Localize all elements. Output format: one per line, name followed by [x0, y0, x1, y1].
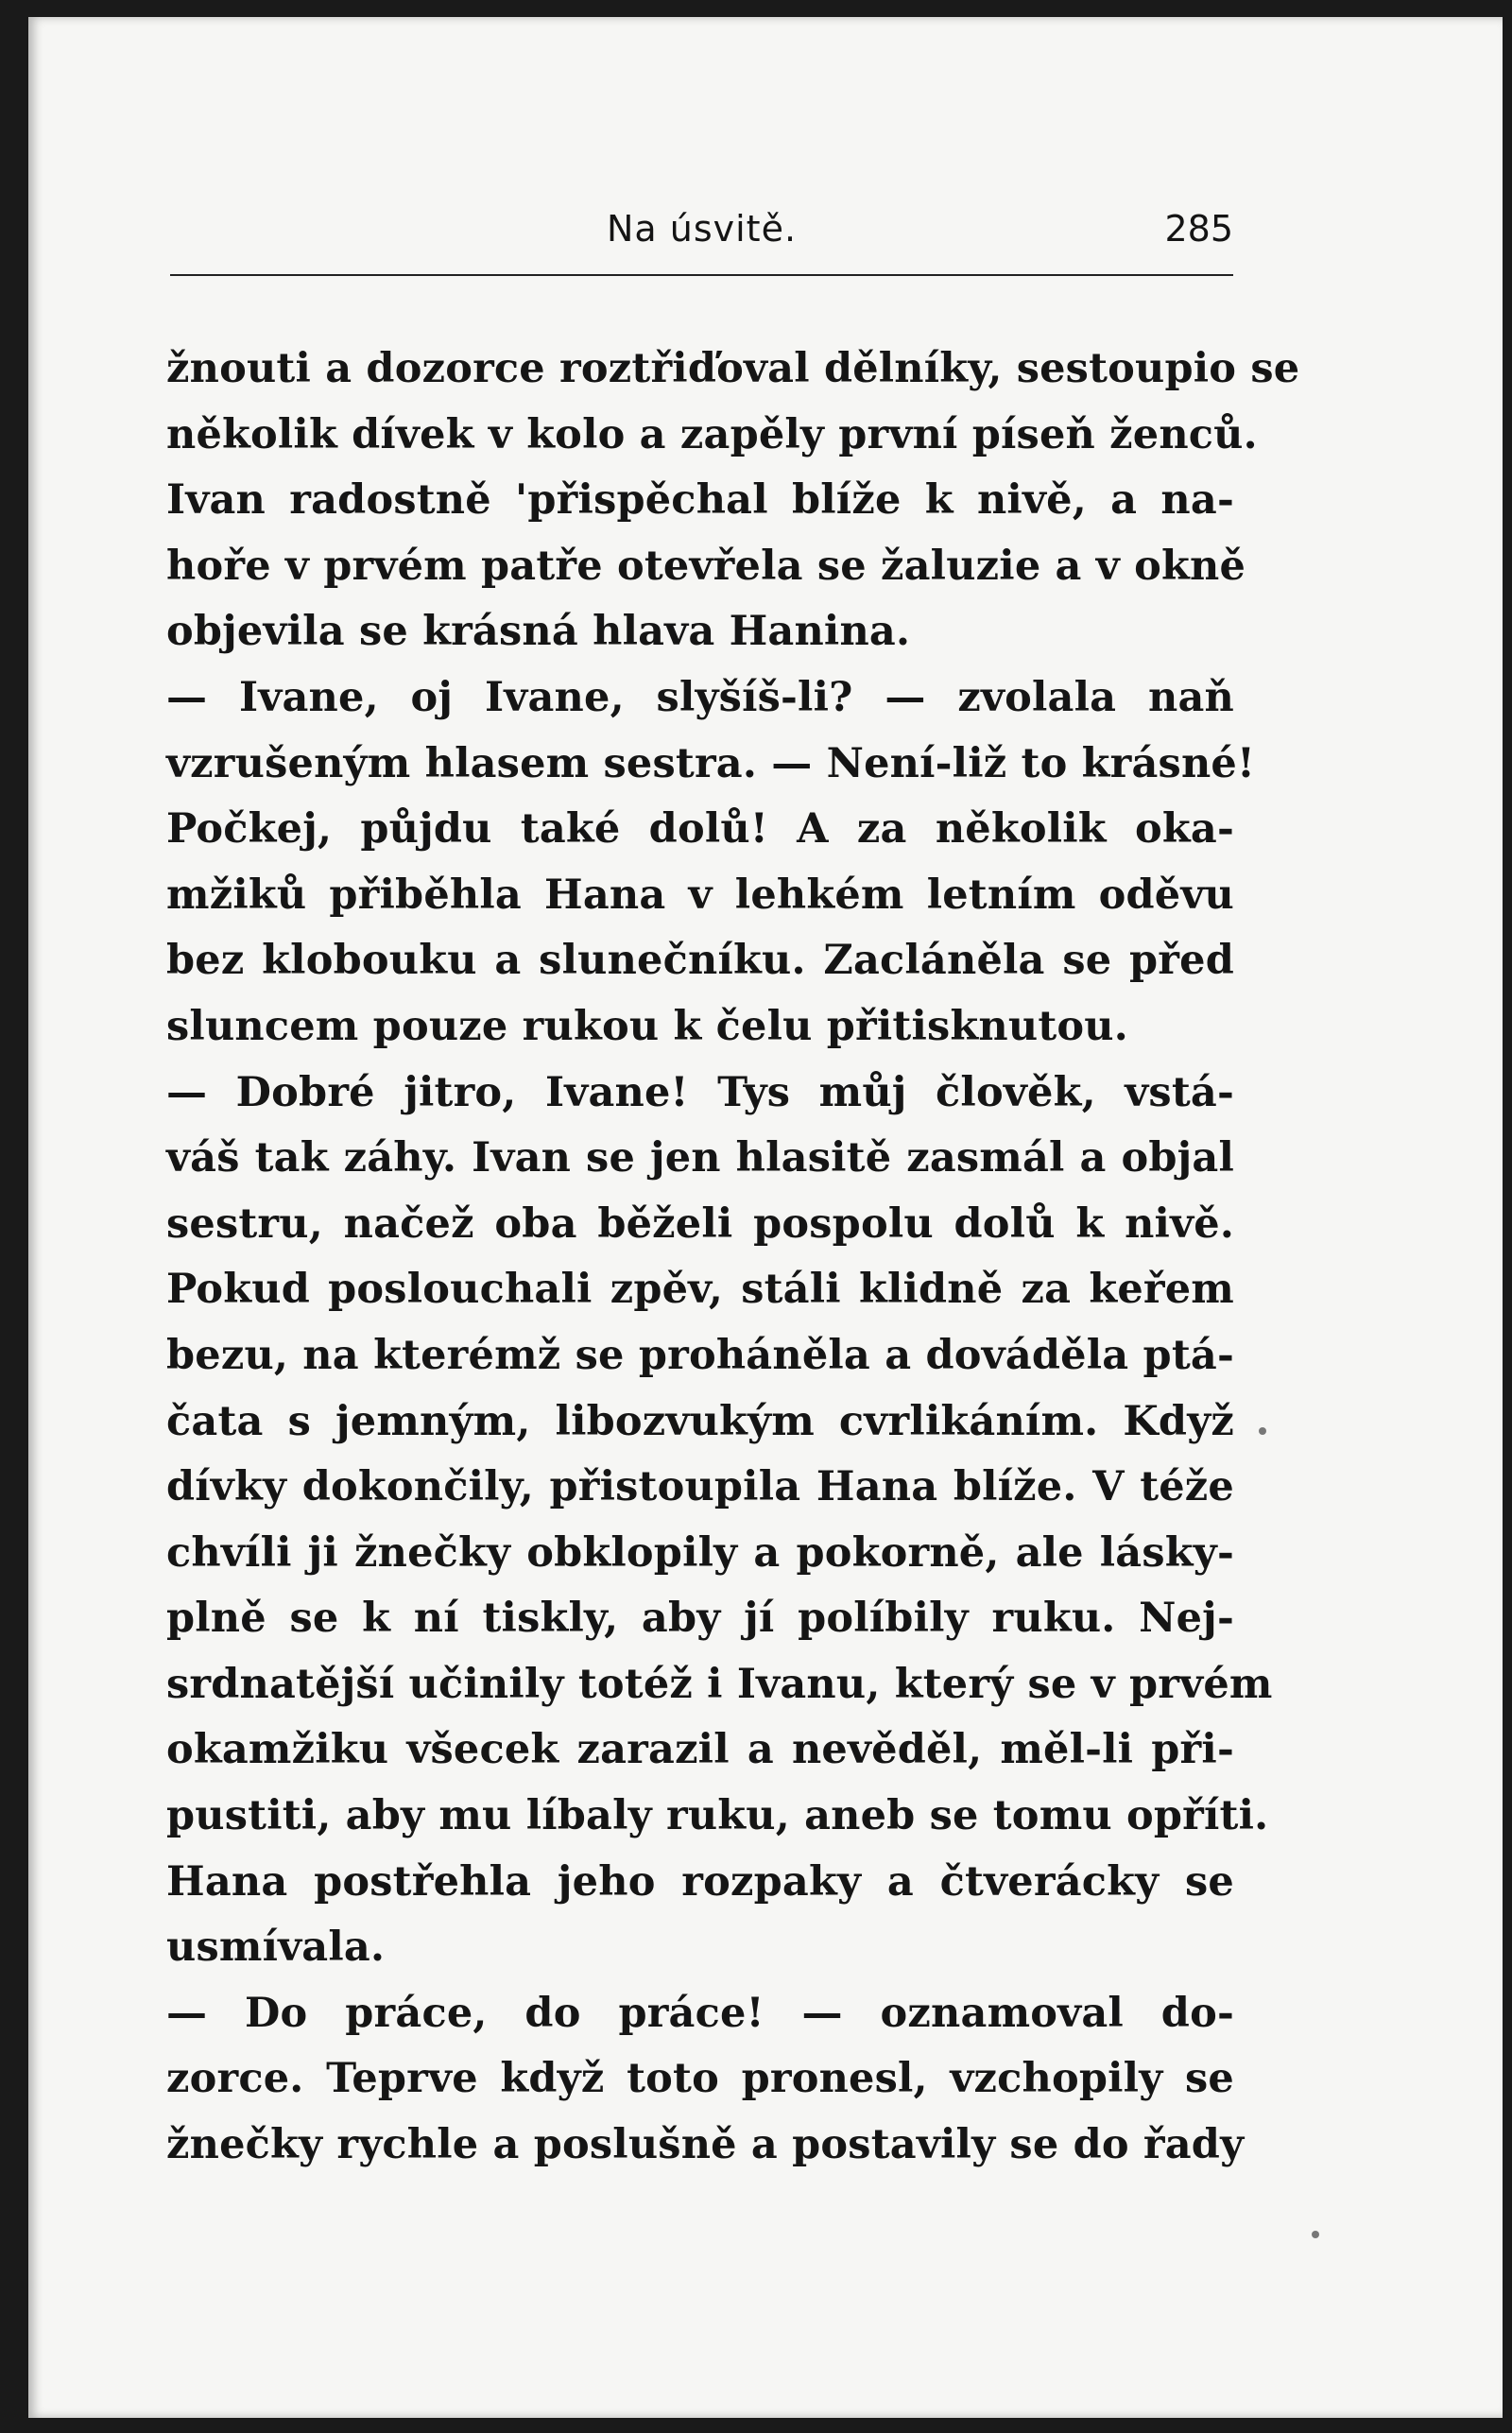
text-line: Pokud poslouchali zpěv, stáli klidně za keřem — [166, 1266, 1234, 1314]
text-line: bezu, na kterémž se proháněla a dováděla ptá- — [166, 1331, 1234, 1379]
text-line: mžiků přiběhla Hana v lehkém letním oděvu — [166, 871, 1234, 919]
text-line: váš tak záhy. Ivan se jen hlasitě zasmál a objal — [166, 1134, 1234, 1182]
text-line: hoře v prvém patře otevřela se žaluzie a v okně — [166, 542, 1246, 590]
scan-speck — [1259, 1427, 1266, 1435]
text-line: Ivan radostně 'přispěchal blíže k nivě, a na- — [166, 476, 1234, 525]
page-header — [170, 208, 1233, 265]
text-line: žnouti a dozorce roztřiďoval dělníky, sestoupio se — [166, 345, 1300, 392]
header-rule — [170, 274, 1233, 276]
text-line: pustiti, aby mu líbaly ruku, aneb se tomu opříti. — [166, 1792, 1269, 1840]
text-line: sluncem pouze rukou k čelu přitisknutou. — [166, 1002, 1128, 1050]
text-line: — Do práce, do práce! — oznamoval do- — [166, 1989, 1234, 2037]
text-line: dívky dokončily, přistoupila Hana blíže. V téže — [166, 1463, 1234, 1511]
text-line: bez klobouku a slunečníku. Zacláněla se před — [166, 937, 1234, 985]
text-line: — Dobré jitro, Ivane! Tys můj člověk, vstá- — [166, 1068, 1234, 1116]
text-line: několik dívek v kolo a zapěly první píseň ženců. — [166, 410, 1258, 458]
page-number: 285 — [1164, 208, 1233, 250]
text-line: Hana postřehla jeho rozpaky a čtverácky se — [166, 1857, 1234, 1906]
text-line: vzrušeným hlasem sestra. — Není-liž to krásné! — [166, 739, 1256, 787]
text-line: sestru, načež oba běželi pospolu dolů k nivě. — [166, 1199, 1234, 1248]
text-line: — Ivane, oj Ivane, slyšíš-li? — zvolala naň — [166, 673, 1234, 721]
text-line: zorce. Teprve když toto pronesl, vzchopily se — [166, 2055, 1234, 2103]
text-line: objevila se krásná hlava Hanina. — [166, 608, 911, 656]
text-line: chvíli ji žnečky obklopily a pokorně, ale lásky- — [166, 1528, 1234, 1577]
text-line: Počkej, půjdu také dolů! A za několik oka- — [166, 805, 1234, 854]
text-line: žnečky rychle a poslušně a postavily se do řady — [166, 2121, 1245, 2169]
text-line: okamžiku všecek zarazil a nevěděl, měl-li při- — [166, 1726, 1234, 1774]
text-line: čata s jemným, libozvukým cvrlikáním. Když — [166, 1397, 1234, 1445]
text-line: usmívala. — [166, 1924, 386, 1972]
text-line: srdnatější učinily totéž i Ivanu, který se v prvém — [166, 1660, 1273, 1708]
body-text — [166, 336, 1300, 2179]
scan-speck — [1312, 2231, 1319, 2238]
running-title: Na úsvitě. — [606, 208, 798, 250]
text-line: plně se k ní tiskly, aby jí políbily ruku. Nej- — [166, 1595, 1234, 1643]
